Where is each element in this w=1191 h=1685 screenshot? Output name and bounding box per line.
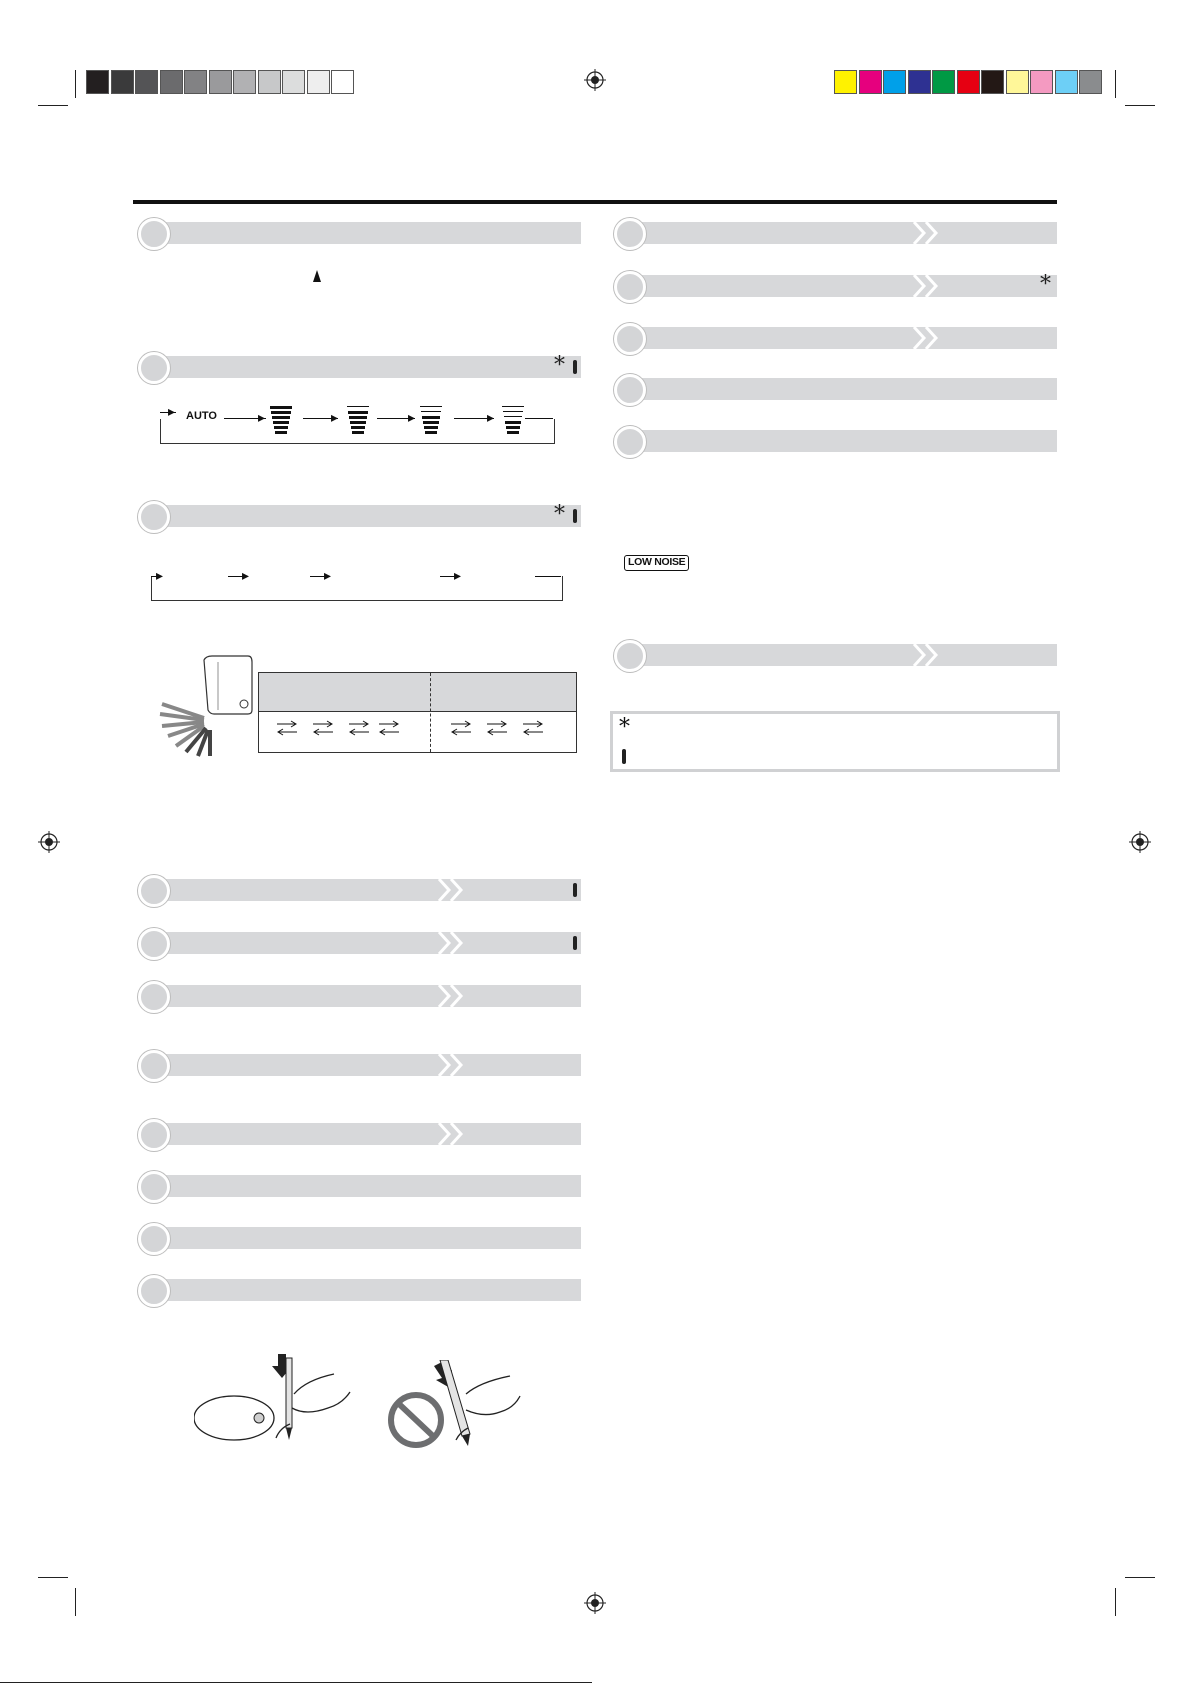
section-number-circle xyxy=(138,981,170,1013)
color-swatch xyxy=(981,70,1004,94)
arrow-right-icon: ▸ xyxy=(487,410,495,426)
swap-arrows-icon xyxy=(449,719,473,737)
section-number-circle xyxy=(138,1050,170,1082)
fan-level-medium-low-icon xyxy=(420,406,442,434)
heading-rule xyxy=(133,200,1057,204)
arrow-right-icon: ▸ xyxy=(454,568,462,584)
chevron-right-icon xyxy=(437,1054,467,1076)
section-number-circle xyxy=(614,271,646,303)
fan-level-high-icon xyxy=(270,406,292,434)
color-swatch xyxy=(859,70,882,94)
color-swatch xyxy=(1006,70,1029,94)
swap-arrows-icon xyxy=(311,719,335,737)
crop-mark xyxy=(1125,1577,1155,1578)
chevron-right-icon xyxy=(437,932,467,954)
arrow-right-icon: ▸ xyxy=(258,410,266,426)
section-bar xyxy=(626,222,1057,244)
fan-level-low-icon xyxy=(502,406,524,434)
swing-table-header xyxy=(259,673,576,712)
gray-swatch xyxy=(111,70,134,94)
section-bar-swing xyxy=(150,502,581,527)
chevron-right-icon xyxy=(912,644,942,666)
color-swatch xyxy=(834,70,857,94)
remote-only-icon xyxy=(573,883,577,897)
section-bar xyxy=(150,1279,581,1301)
gray-swatch xyxy=(307,70,330,94)
section-bar xyxy=(626,378,1057,400)
gray-swatch xyxy=(282,70,305,94)
section-bar xyxy=(150,932,581,954)
asterisk-mark: * xyxy=(554,502,565,527)
arrow-right-icon: ▸ xyxy=(408,410,416,426)
swap-arrows-icon xyxy=(485,719,509,737)
section-number-circle xyxy=(138,928,170,960)
section-bar xyxy=(626,644,1057,666)
chevron-right-icon xyxy=(912,327,942,349)
swap-arrows-icon xyxy=(521,719,545,737)
section-bar xyxy=(150,1175,581,1197)
section-number-circle xyxy=(138,218,170,250)
swap-arrows-icon xyxy=(347,719,371,737)
correct-pen-press-illustration xyxy=(194,1354,354,1446)
section-bar xyxy=(150,1123,581,1145)
crop-mark xyxy=(38,1577,68,1578)
color-swatch xyxy=(957,70,980,94)
crop-mark xyxy=(1115,1588,1116,1616)
gray-swatch xyxy=(331,70,354,94)
section-number-circle xyxy=(614,374,646,406)
gray-swatch xyxy=(160,70,183,94)
fan-cycle-auto-label: AUTO xyxy=(186,410,217,422)
section-number-circle xyxy=(138,1275,170,1307)
section-number-circle xyxy=(138,1171,170,1203)
chevron-right-icon xyxy=(437,879,467,901)
crop-mark xyxy=(38,105,68,106)
gray-swatch xyxy=(184,70,207,94)
section-number-circle xyxy=(138,501,170,533)
section-bar xyxy=(150,985,581,1007)
section-bar xyxy=(626,327,1057,349)
section-number-circle xyxy=(614,323,646,355)
registration-mark-icon xyxy=(584,69,606,91)
section-bar xyxy=(150,1227,581,1249)
chevron-right-icon xyxy=(437,985,467,1007)
remote-only-icon xyxy=(573,509,577,523)
air-conditioner-icon xyxy=(158,654,253,758)
crop-mark xyxy=(75,1588,76,1616)
chevron-right-icon xyxy=(912,222,942,244)
arrow-right-icon: ▸ xyxy=(242,568,250,584)
gray-swatch xyxy=(258,70,281,94)
gray-swatch xyxy=(233,70,256,94)
swap-arrows-icon xyxy=(275,719,299,737)
registration-mark-icon xyxy=(1129,831,1151,853)
section-bar xyxy=(150,1054,581,1076)
section-number-circle xyxy=(614,218,646,250)
color-swatch xyxy=(1055,70,1078,94)
crop-mark xyxy=(1115,70,1116,98)
section-number-circle xyxy=(614,640,646,672)
low-noise-badge xyxy=(624,555,689,571)
asterisk-mark: * xyxy=(554,353,565,378)
crop-mark xyxy=(75,70,76,98)
remote-only-icon xyxy=(573,360,577,374)
arrow-right-icon: ▸ xyxy=(156,568,164,584)
section-bar xyxy=(150,222,581,244)
caret-up-icon xyxy=(313,270,321,282)
crop-mark xyxy=(1125,105,1155,106)
registration-mark-icon xyxy=(584,1592,606,1614)
section-bar-fan-speed xyxy=(150,353,581,378)
gray-swatch xyxy=(135,70,158,94)
section-bar xyxy=(626,272,1057,297)
section-number-circle xyxy=(138,1119,170,1151)
arrow-right-icon: ▸ xyxy=(324,568,332,584)
color-swatch xyxy=(883,70,906,94)
gray-swatch xyxy=(209,70,232,94)
arrow-right-icon: ▸ xyxy=(331,410,339,426)
color-swatch xyxy=(932,70,955,94)
section-number-circle xyxy=(138,352,170,384)
section-bar xyxy=(150,879,581,901)
remote-only-icon xyxy=(622,749,626,764)
bottom-rule xyxy=(0,1682,592,1683)
low-noise-label: LOW NOISE xyxy=(628,556,686,568)
gray-swatch xyxy=(86,70,109,94)
note-box xyxy=(610,711,1060,772)
color-swatch xyxy=(908,70,931,94)
chevron-right-icon xyxy=(912,275,942,297)
incorrect-pen-press-illustration xyxy=(430,1360,522,1446)
color-swatch xyxy=(1030,70,1053,94)
swap-arrows-icon xyxy=(377,719,401,737)
section-bar xyxy=(626,430,1057,452)
section-number-circle xyxy=(614,426,646,458)
arrow-right-icon: ▸ xyxy=(168,404,176,420)
swing-arrows-row xyxy=(259,717,576,743)
chevron-right-icon xyxy=(437,1123,467,1145)
remote-only-icon xyxy=(573,936,577,950)
registration-mark-icon xyxy=(38,831,60,853)
fan-level-medium-high-icon xyxy=(347,406,369,434)
section-number-circle xyxy=(138,875,170,907)
color-swatch xyxy=(1079,70,1102,94)
section-number-circle xyxy=(138,1223,170,1255)
swing-mode-table xyxy=(258,672,577,753)
note-asterisk: * xyxy=(619,715,630,740)
asterisk-mark: * xyxy=(1040,272,1051,297)
